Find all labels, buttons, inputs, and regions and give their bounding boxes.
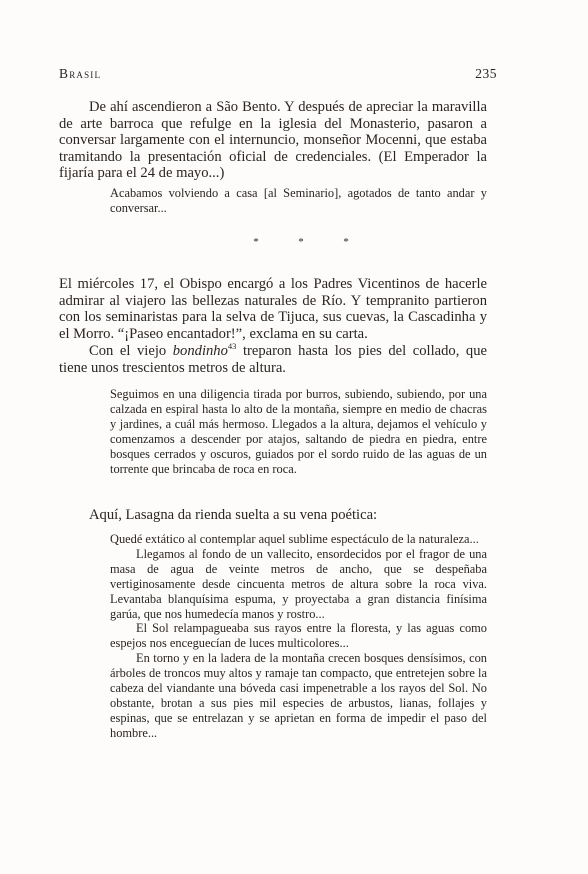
quote-3-line: En torno y en la ladera de la montaña crecen bosques densísimos, con árboles de troncos muy altos y ramaje tan compacto, que entretejen sobre la cabeza del viandante una bóveda casi impenetrable a los rayos del Sol. No obstante, brotan a sus pies mil especies de arbustos, lianas, follajes y espinas, que se entrelazan y se aprietan en forma de impedir el paso del hombre... bbox=[110, 651, 487, 740]
paragraph-3 bbox=[59, 343, 487, 376]
quote-1-text: Acabamos volviendo a casa [al Seminario], agotados de tanto andar y conversar... bbox=[110, 186, 487, 215]
italic-term: bondinho bbox=[172, 343, 228, 359]
quote-3 bbox=[110, 532, 487, 741]
paragraph-3-end: treparon hasta los pies del collado, que tiene unos trescientos metros de altura. bbox=[59, 343, 487, 376]
paragraph-4-text: Aquí, Lasagna da rienda suelta a su vena poética: bbox=[89, 507, 378, 523]
paragraph-3-text bbox=[59, 343, 487, 376]
quote-3-line: Quedé extático al contemplar aquel sublime espectáculo de la naturaleza... bbox=[110, 532, 479, 546]
quote-2 bbox=[110, 387, 487, 476]
page-number: 235 bbox=[475, 66, 497, 81]
separator-star: * bbox=[298, 236, 304, 248]
section-separator bbox=[0, 236, 588, 248]
separator-star: * bbox=[343, 236, 349, 248]
footnote-ref[interactable]: 43 bbox=[227, 341, 237, 351]
separator-star: * bbox=[253, 236, 259, 248]
paragraph-1-text: De ahí ascendieron a São Bento. Y después de apreciar la maravilla de arte barroca que refulge en la iglesia del Monasterio, pasaron a conversar largamente con el internuncio, monseñor Mocenni, que estaba tramitando la presentación oficial de credenciales. (El Emperador la fijaría para el 24 de mayo...) bbox=[59, 99, 487, 182]
running-title: Brasil bbox=[59, 66, 102, 81]
paragraph-3-start: Con el viejo bbox=[89, 343, 173, 359]
paragraph-2 bbox=[59, 276, 487, 342]
quote-2-text: Seguimos en una diligencia tirada por burros, subiendo, subiendo, por una calzada en espiral hasta lo alto de la montaña, siempre en medio de chacras y jardines, a cuál más hermoso. Llegados a la altura, dejamos el vehículo y comenzamos a descender por atajos, saltando de piedra en piedra, entre bosques cerrados y oscuros, guiados por el sordo ruido de las aguas de un torrente que brincaba de roca en roca. bbox=[110, 387, 487, 476]
quote-3-line: Llegamos al fondo de un vallecito, ensordecidos por el fragor de una masa de agua de veinte metros de ancho, que se despeñaba vertiginosamente desde cincuenta metros de altura sobre la roca viva. Levantaba blanquísima espuma, y proyectaba a gran distancia finísima garúa, que nos humedecía manos y rostro... bbox=[110, 546, 487, 621]
page-header bbox=[59, 66, 497, 82]
quote-3-line: El Sol relampagueaba sus rayos entre la floresta, y las aguas como espejos nos enceguecían de luces multicolores... bbox=[110, 621, 487, 651]
quote-1 bbox=[110, 186, 487, 216]
paragraph-1 bbox=[59, 99, 487, 182]
paragraph-2-text: El miércoles 17, el Obispo encargó a los Padres Vicentinos de hacerle admirar al viajero las bellezas naturales de Río. Y tempranito partieron con los seminaristas para la selva de Tijuca, sus cuevas, la Cascadinha y el Morro. “¡Paseo encantador!”, exclama en su carta. bbox=[59, 276, 487, 342]
paragraph-4 bbox=[59, 507, 487, 524]
